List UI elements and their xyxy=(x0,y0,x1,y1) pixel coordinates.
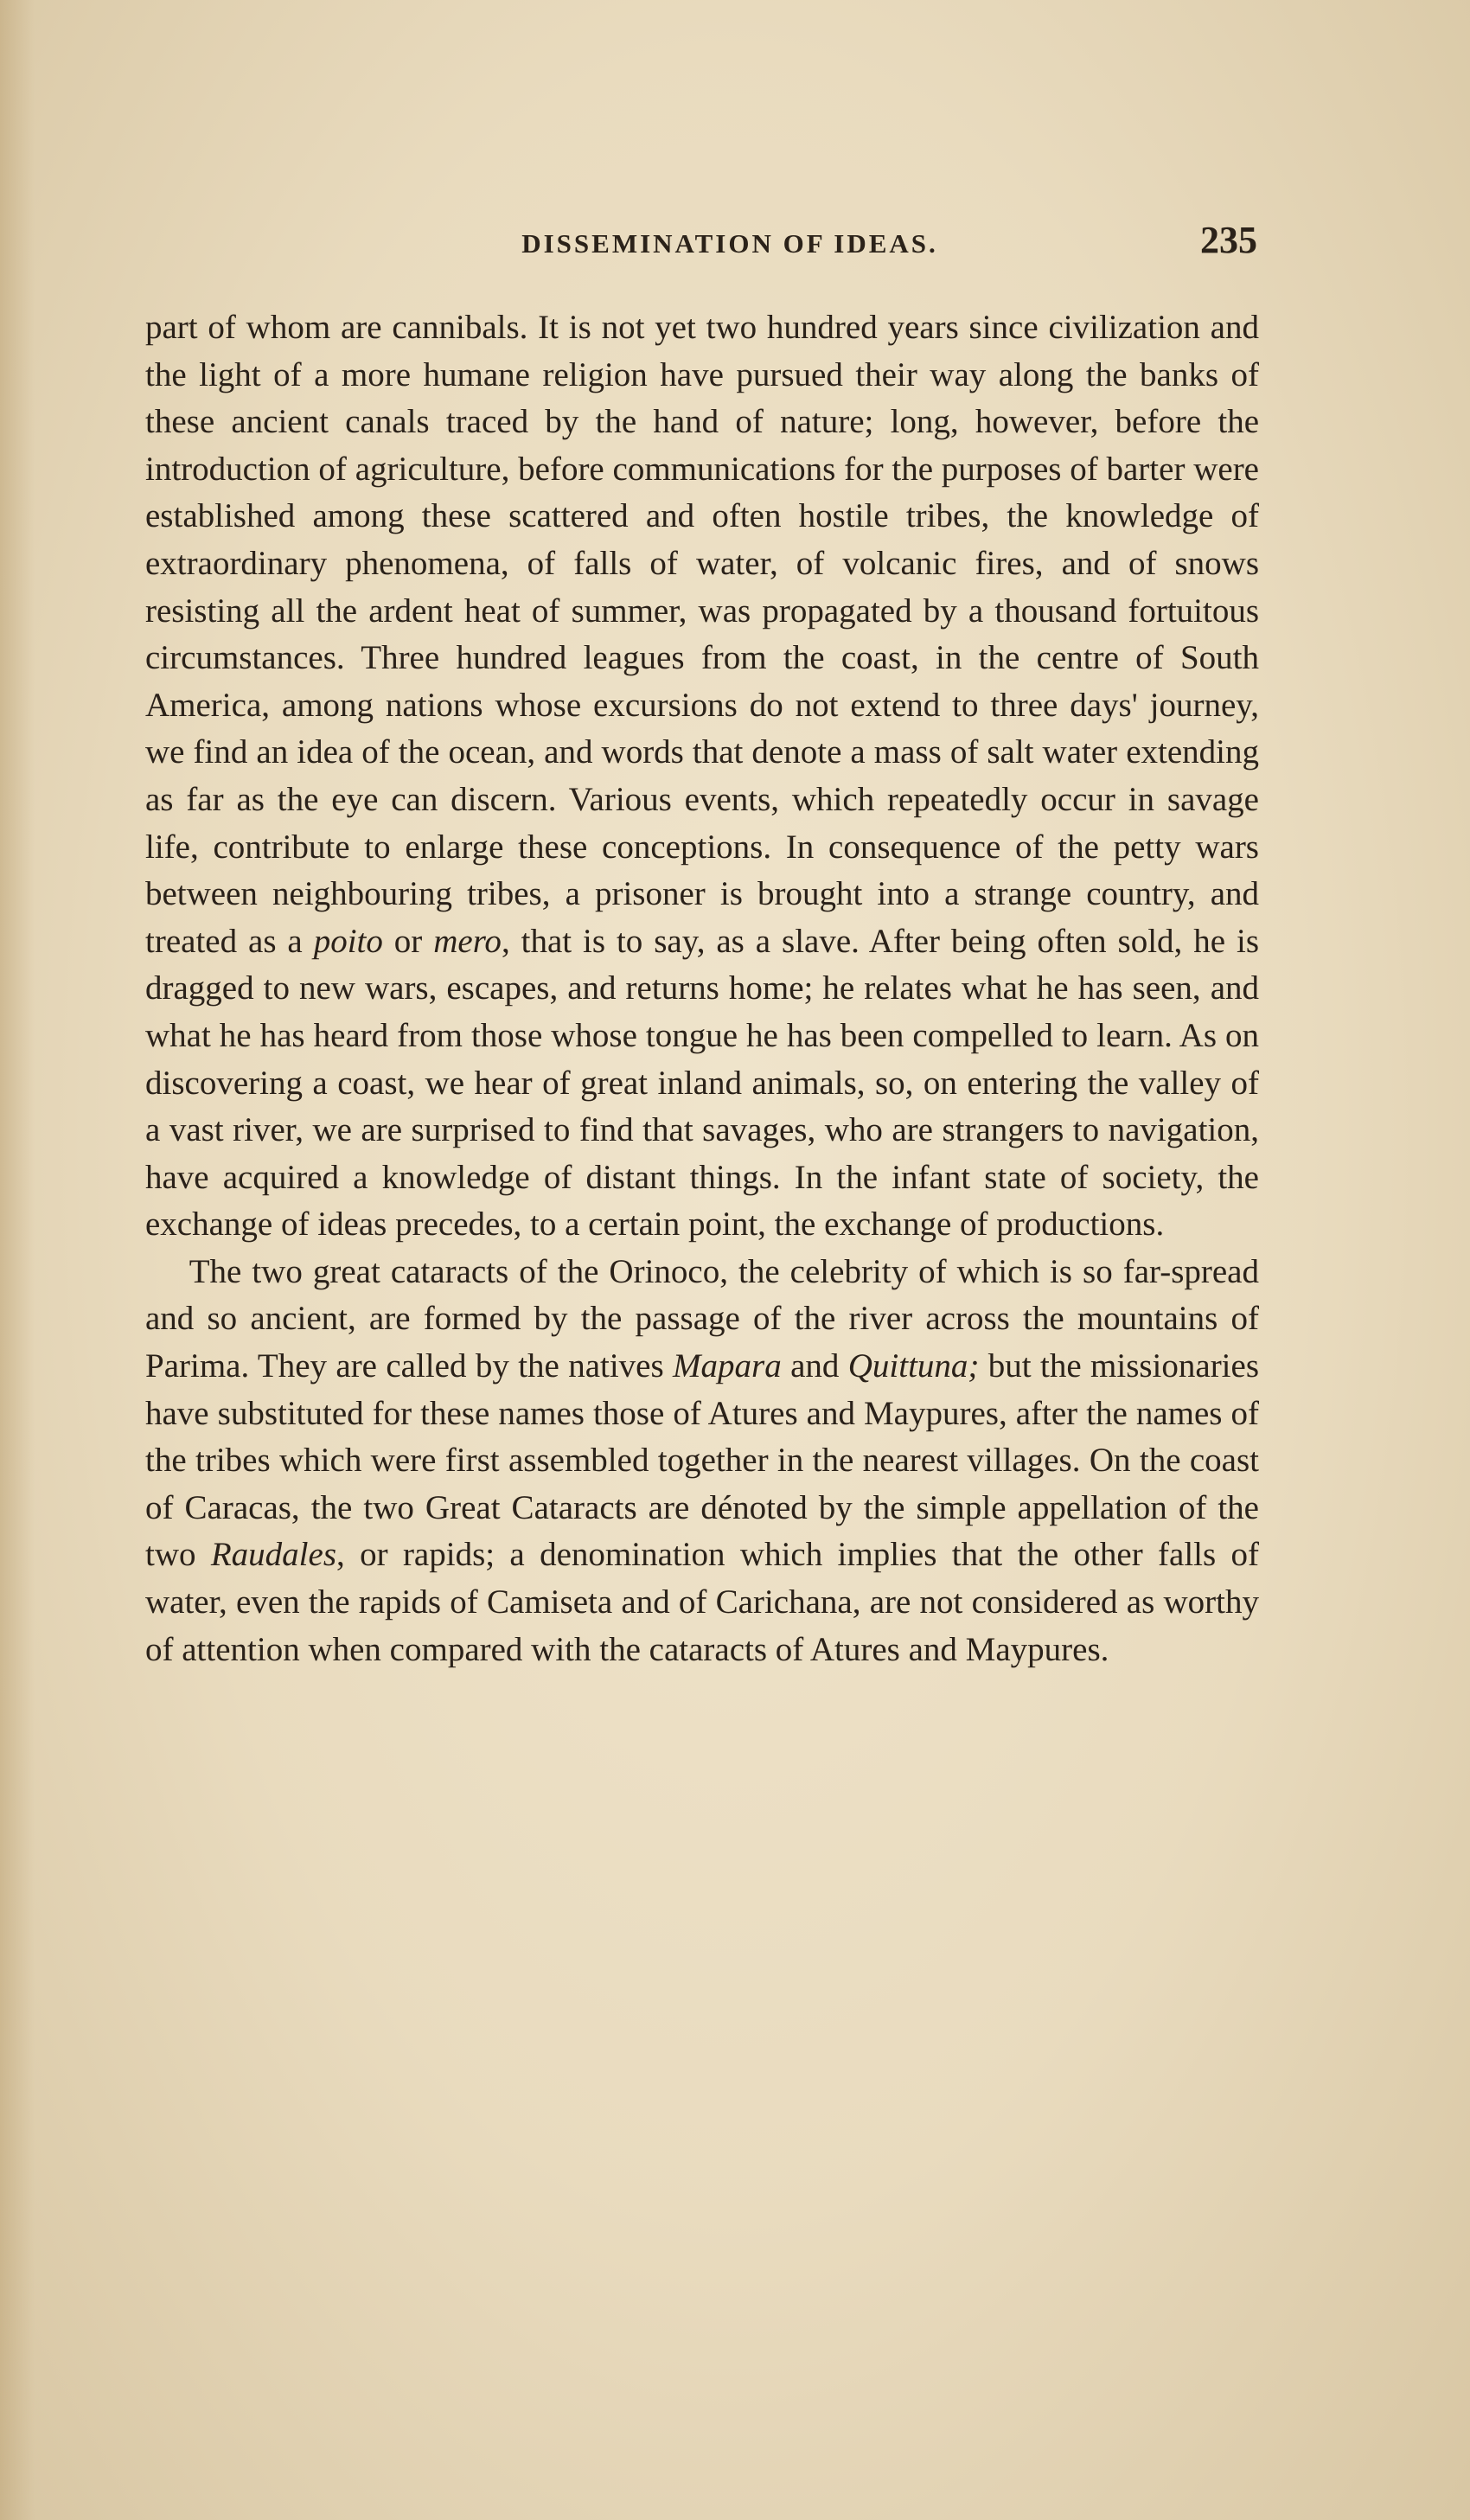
page-header xyxy=(202,218,1257,270)
paragraph xyxy=(145,1249,1259,1673)
text-run: and xyxy=(781,1347,848,1385)
text-run: but the missionaries have substituted for these names those of Atures and Maypures, after the names of the tribes which were first assembled together in the nearest villages. On the coast of Caracas, the two Great Cataracts are dénoted by the simple appellation of the two xyxy=(145,1347,1260,1574)
page-edge-shadow xyxy=(0,0,35,2520)
page-number: 235 xyxy=(1200,219,1257,261)
running-head: DISSEMINATION OF IDEAS. xyxy=(521,228,938,259)
text-run: part of whom are cannibals. It is not yet two hundred years since civilization and the light of a more humane religion have pursued their way along the banks of these ancient canals traced by the hand of nature; long, however, before the introduction of agriculture, before communications for the purposes of barter were established among these scattered and often hostile tribes, the knowledge of extraordinary phenomena, of falls of water, of volcanic fires, and of snows resisting all the ardent heat of summer, was propagated by a thousand fortuitous circumstances. Three hundred leagues from the coast, in the centre of South America, among nations whose excursions do not extend to three days' journey, we find an idea of the ocean, and words that denote a mass of salt water extending as far as the eye can discern. Various events, which repeatedly occur in savage life, contribute to enlarge these conceptions. In consequence of the petty wars between neighbouring tribes, a prisoner is brought into a strange country, and treated as a xyxy=(145,309,1259,960)
italic-term: poito xyxy=(313,922,383,960)
text-run: , that is to say, as a slave. After being often sold, he is dragged to new wars, escapes, and returns home; he relates what he has seen, and what he has heard from those whose tongue he has been compelled to learn. As on discovering a coast, we hear of great inland animals, so, on entering the valley of a vast river, we are surprised to find that savages, who are strangers to navigation, have acquired a knowledge of distant things. In the infant state of society, the exchange of ideas precedes, to a certain point, the exchange of productions. xyxy=(145,922,1259,1244)
body-text xyxy=(145,304,1259,1673)
text-run: or xyxy=(382,922,434,960)
text-run: , or rapids; a denomination which implies that the other falls of water, even the rapids of Camiseta and of Carichana, are not considered as worthy of attention when compared with the cataracts of Atures and Maypures. xyxy=(145,1536,1260,1668)
italic-term: Raudales xyxy=(210,1536,337,1574)
italic-term: mero xyxy=(433,922,502,960)
italic-term: Mapara xyxy=(673,1347,782,1385)
paragraph xyxy=(145,304,1259,1249)
text-run: The two great cataracts of the Orinoco, the celebrity of which is so far-spread and so ancient, are formed by the passage of the river across the mountains of Parima. They are called by the natives xyxy=(145,1252,1259,1385)
italic-term: Quittuna; xyxy=(847,1347,980,1385)
